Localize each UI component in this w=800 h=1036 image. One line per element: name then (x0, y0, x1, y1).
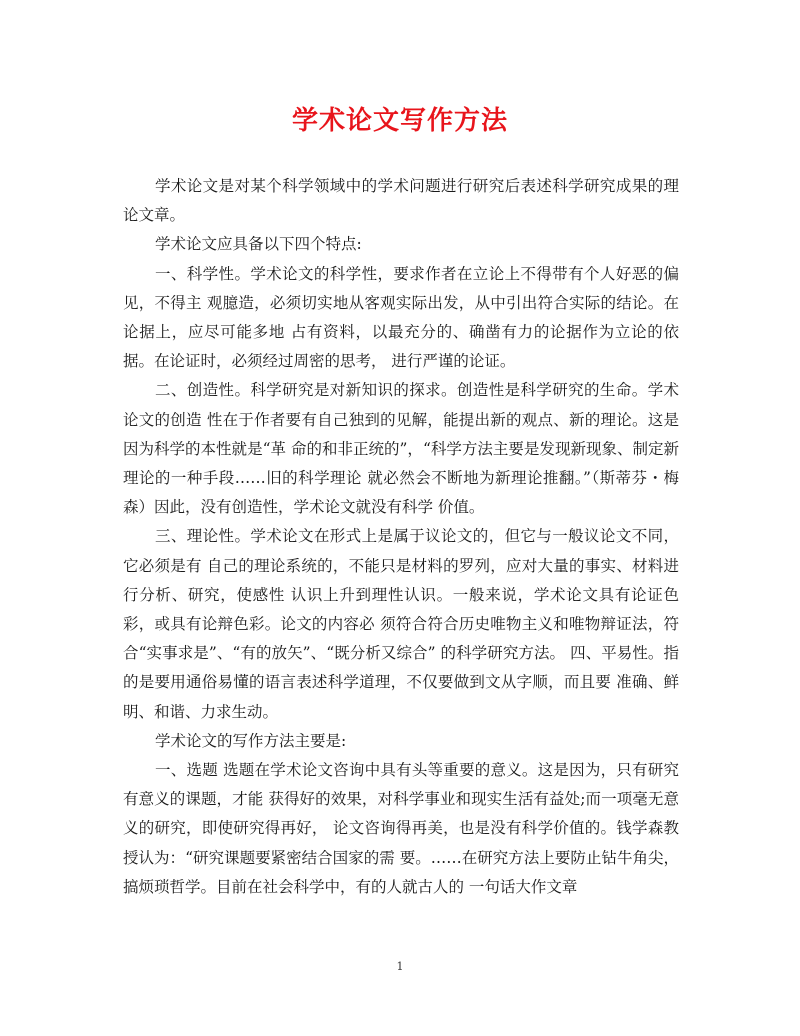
paragraph-intro: 学术论文是对某个科学领域中的学术问题进行研究后表述科学研究成果的理论文章。 (123, 177, 679, 225)
document-title: 学术论文写作方法 (291, 106, 508, 136)
paragraph-creativity: 二、创造性。科学研究是对新知识的探求。创造性是科学研究的生命。学术论文的创造 性在于作者要有自己独到的见解，能提出新的观点、新的理论。这是因为科学的本性就是“革 命的和非正统的”，“科学方法主要是发现新现象、制定新理论的一种手段……旧的科学理论 就必然会不断地为新理论推翻。”（斯蒂芬・梅森）因此，没有创造性，学术论文就没有科学 价值。 (123, 381, 679, 517)
document-body (123, 172, 679, 902)
paragraph-features-heading: 学术论文应具备以下四个特点: (155, 235, 362, 254)
paragraph-methods-heading: 学术论文的写作方法主要是: (155, 731, 347, 750)
paragraph-topic-selection: 一、选题 选题在学术论文咨询中具有头等重要的意义。这是因为，只有研究有意义的课题，才能 获得好的效果，对科学事业和现实生活有益处;而一项毫无意义的研究，即使研究得再好， 论文咨询得再美，也是没有科学价值的。钱学森教授认为：“研究课题要紧密结合国家的需 要。……在研究方法上要防止钻牛角尖，搞烦琐哲学。目前在社会科学中，有的人就古人的 一句话大作文章 (123, 761, 679, 896)
paragraph-theory-and-plainness: 三、理论性。学术论文在形式上是属于议论文的，但它与一般议论文不同，它必须是有 自己的理论系统的，不能只是材料的罗列，应对大量的事实、材料进行分析、研究，使感性 认识上升到理性认识。一般来说，学术论文具有论证色彩，或具有论辩色彩。论文的内容必 须符合符合历史唯物主义和唯物辩证法，符合“实事求是”、“有的放矢”、“既分析又综合” 的科学研究方法。 四、平易性。指的是要用通俗易懂的语言表述科学道理，不仅要做到文从字顺，而且要 准确、鲜明、和谐、力求生动。 (123, 527, 679, 721)
paragraph-scientific: 一、科学性。学术论文的科学性，要求作者在立论上不得带有个人好恶的偏见，不得主 观臆造，必须切实地从客观实际出发，从中引出符合实际的结论。在论据上，应尽可能多地 占有资料，以最充分的、确凿有力的论据作为立论的依据。在论证时，必须经过周密的思考， 进行严谨的论证。 (123, 264, 679, 371)
page-number: 1 (396, 960, 404, 973)
